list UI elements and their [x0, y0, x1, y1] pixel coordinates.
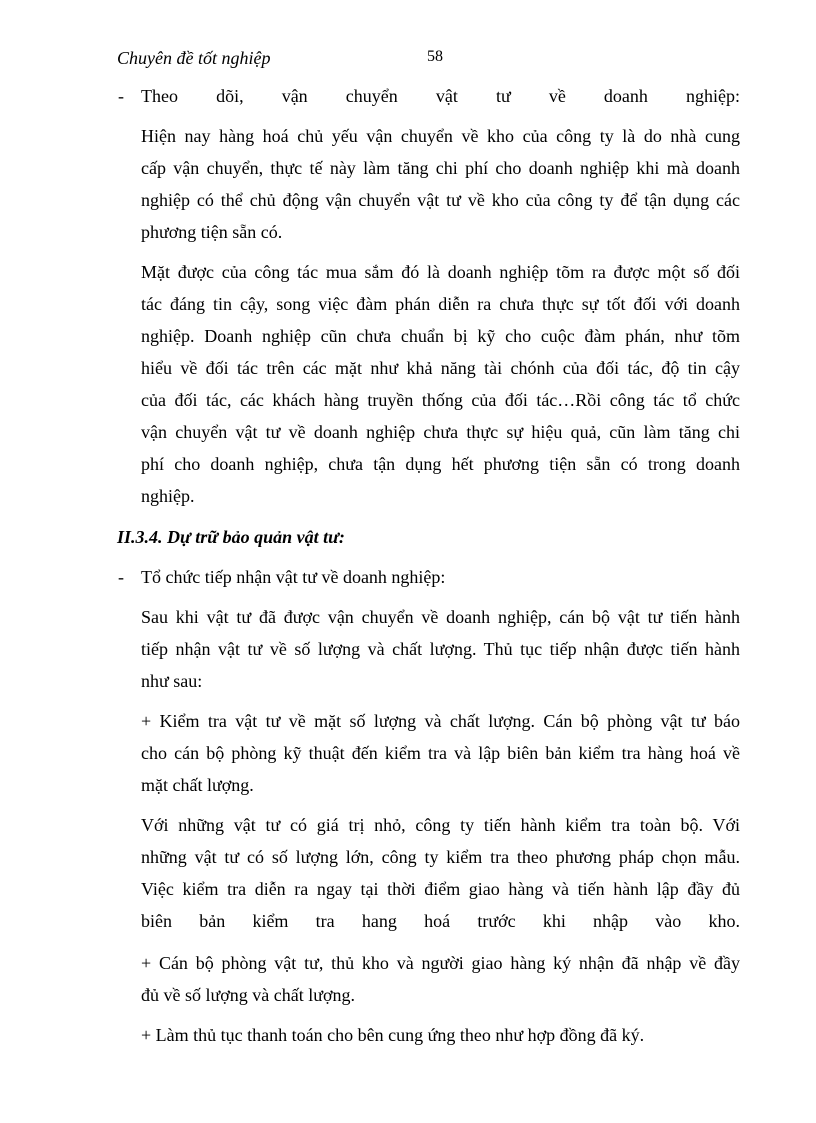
paragraph-line: cấp vận chuyển, thực tế này làm tăng chi phí cho doanh nghiệp khi mà doanh	[141, 158, 740, 178]
page-number: 58	[427, 48, 443, 65]
paragraph-line: + Làm thủ tục thanh toán cho bên cung ứng theo như hợp đồng đã ký.	[141, 1025, 645, 1045]
bullet-dash: -	[118, 567, 124, 587]
paragraph-line: vận chuyển vật tư về doanh nghiệp chưa thực sự hiệu quả, cũn làm tăng chi	[141, 422, 740, 442]
paragraph-line: + Cán bộ phòng vật tư, thủ kho và người giao hàng ký nhận đã nhập về đầy	[141, 953, 740, 973]
paragraph-line: phí cho doanh nghiệp, chưa tận dụng hết phương tiện sẵn có trong doanh	[141, 454, 740, 474]
paragraph-line: Việc kiểm tra diễn ra ngay tại thời điểm giao hàng và tiến hành lập đầy đủ	[141, 879, 740, 899]
bullet-dash: -	[118, 86, 124, 106]
header-title: Chuyên đề tốt nghiệp	[117, 48, 271, 68]
paragraph-line: + Kiểm tra vật tư về mặt số lượng và chất lượng. Cán bộ phòng vật tư báo	[141, 711, 740, 731]
paragraph-line: Với những vật tư có giá trị nhỏ, công ty tiến hành kiểm tra toàn bộ. Với	[141, 815, 740, 835]
paragraph-line: những vật tư có số lượng lớn, công ty kiểm tra theo phương pháp chọn mẫu.	[141, 847, 740, 867]
paragraph-line: Mặt được của công tác mua sắm đó là doanh nghiệp tõm ra được một số đối	[141, 262, 740, 282]
paragraph-line: Sau khi vật tư đã được vận chuyển về doanh nghiệp, cán bộ vật tư tiến hành	[141, 607, 740, 627]
paragraph-line: nghiệp.	[141, 486, 195, 506]
paragraph-line: như sau:	[141, 671, 203, 691]
bullet-lead: Theo dõi, vận chuyển vật tư về doanh nghiệp:	[141, 86, 740, 106]
paragraph-line: nghiệp. Doanh nghiệp cũn chưa chuẩn bị kỹ cho cuộc đàm phán, như tõm	[141, 326, 740, 346]
paragraph-line: cho cán bộ phòng kỹ thuật đến kiểm tra và lập biên bản kiểm tra hàng hoá về	[141, 743, 740, 763]
paragraph-line: nghiệp có thể chủ động vận chuyển vật tư về kho của công ty để tận dụng các	[141, 190, 740, 210]
paragraph-line: phương tiện sẵn có.	[141, 222, 283, 242]
paragraph-line: của đối tác, các khách hàng truyền thống của đối tác…Rồi công tác tổ chức	[141, 390, 740, 410]
bullet-lead: Tổ chức tiếp nhận vật tư về doanh nghiệp:	[141, 567, 446, 587]
section-heading: II.3.4. Dự trữ bảo quản vật tư:	[117, 527, 345, 547]
paragraph-line: hiểu về đối tác trên các mặt như khả năng tài chónh của đối tác, độ tin cậy	[141, 358, 740, 378]
paragraph-line: mặt chất lượng.	[141, 775, 254, 795]
paragraph-line: Hiện nay hàng hoá chủ yếu vận chuyển về kho của công ty là do nhà cung	[141, 126, 740, 146]
paragraph-line: biên bản kiểm tra hang hoá trước khi nhập vào kho.	[141, 911, 740, 931]
paragraph-line: đủ về số lượng và chất lượng.	[141, 985, 356, 1005]
paragraph-line: tác đáng tin cậy, song việc đàm phán diễn ra chưa thực sự tốt đối với doanh	[141, 294, 740, 314]
paragraph-line: tiếp nhận vật tư về số lượng và chất lượng. Thủ tục tiếp nhận được tiến hành	[141, 639, 740, 659]
